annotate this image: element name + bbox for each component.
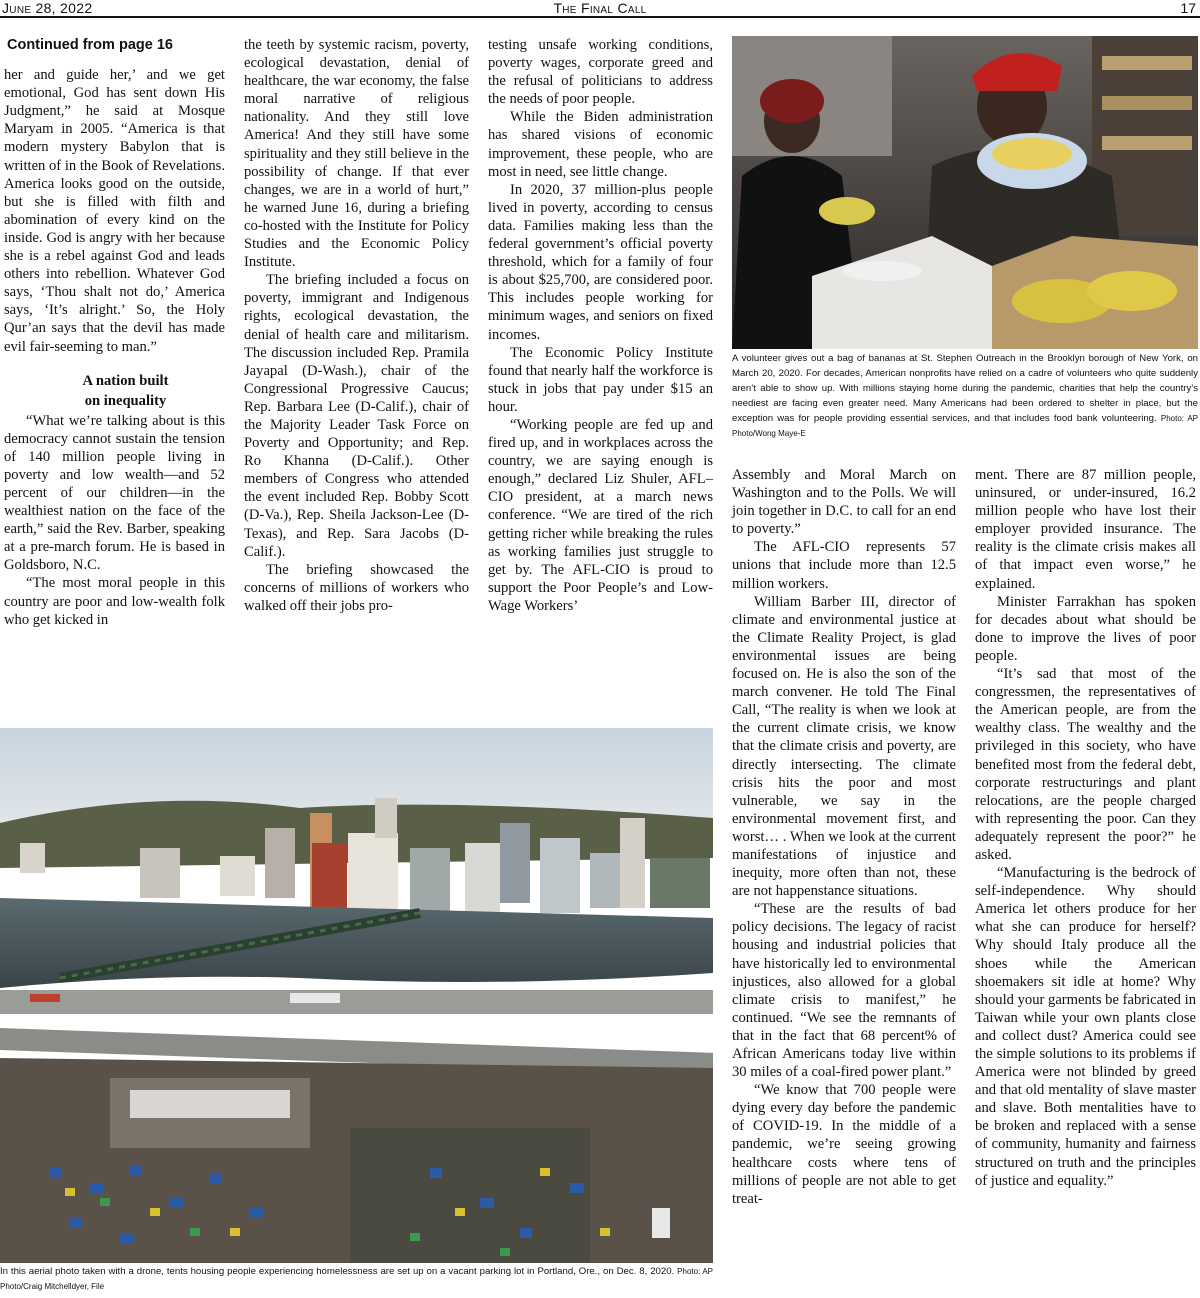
paragraph: “These are the results of bad policy decisions. The legacy of racist housing and industrial policies that have historically led to environmental injustices, also allowed for a global climate crisis to manifest,” he continued. “We see the remnants of that in the fact that 68 percent% of African Americans today live within 30 miles of a coal-fired power plant.” [732, 901, 956, 1081]
article-column-1 [4, 36, 225, 629]
issue-date: June 28, 2022 [2, 0, 93, 16]
continued-from-label[interactable]: Continued from page 16 [7, 37, 173, 53]
paragraph: In 2020, 37 million-plus people lived in poverty, according to census data. Families making less than the federal government’s official poverty threshold, which for a family of four is about $25,700, are considered poor. This includes people working for minimum wages, and seniors on fixed incomes. [488, 181, 713, 343]
paragraph: Minister Farrakhan has spoken for decades about what should be done to improve the lives of poor people. [975, 593, 1196, 664]
newspaper-name: The Final Call [553, 0, 647, 16]
paragraph: the teeth by systemic racism, poverty, ecological devastation, denial of healthcare, the war economy, the false moral narrative of religious nationality. And they still love America! And they still have some spirituality and they still believe in the possibility of change. If that ever changes, we are in a world of hurt,” he warned June 16, during a briefing co-hosted with the Institute for Policy Studies and the Economic Policy Institute. [244, 37, 469, 271]
volunteer-photo-image [732, 36, 1198, 349]
paragraph: “What we’re talking about is this democracy cannot sustain the tension of 140 million people living in poverty and low wealth—and 52 percent of our children—in the wealthiest nation on the face of the earth,” said the Rev. Barber, speaking at a pre-march forum. He is based in Goldsboro, N.C. [4, 412, 225, 574]
paragraph: her and guide her,’ and we get emotional, God has sent down His Judgment,” he said at Mosque Maryam in 2005. “America is that modern mystery Babylon that is written of in the Book of Revelations. America looks good on the outside, but she is filled with filth and abomination of every kind on the inside. God is angry with her because she is a rebel against God and leads others into rebellion. Whatever God says, ‘Thou shalt not do,’ America says, ‘It’s alright.’ So, the Holy Qur’an says that the devil has made evil fair-seeming to man.” [4, 67, 225, 355]
subhead-line-1: A nation built [82, 372, 169, 389]
bottom-photo-caption [0, 1264, 713, 1294]
paragraph: The AFL-CIO represents 57 unions that include more than 12.5 million workers. [732, 539, 956, 592]
article-column-5 [975, 466, 1196, 1190]
volunteer-bananas-photo [732, 36, 1198, 349]
paragraph: “The most moral people in this country are poor and low-wealth folk who get kicked in [4, 575, 225, 628]
article-column-2 [244, 36, 469, 615]
article-column-4 [732, 466, 956, 1208]
paragraph: “We know that 700 people were dying every day before the pandemic of COVID-19. In the middle of a pandemic, we’re seeing growing healthcare costs where tens of millions of people are not able to get treat- [732, 1082, 956, 1207]
paragraph: “It’s sad that most of the congressmen, the representatives of the American people, are from the wealthy class. The wealthy and the privileged in this society, who have benefited most from the federal debt, corporate restructurings and plant relocations, are the people charged with representing the poor. Can they adequately represent the poor?” he asked. [975, 666, 1196, 863]
bottom-photo-caption-text: In this aerial photo taken with a drone, tents housing people experiencing homelessness are set up on a vacant parking lot in Portland, Ore., on Dec. 8, 2020. [0, 1266, 675, 1277]
paragraph: William Barber III, director of climate and environmental justice at the Climate Reality Project, is glad environmental issues are being focused on. He is also the son of the march convener. He told The Final Call, “The reality is when we look at the current climate crisis, we know that the climate crisis and poverty, are directly intersecting. The climate crisis hits the poor and most vulnerable, we say in the environmental movement first, and worst… . When we look at the current manifestations of injustice and inequity, more often than not, these are not happenstance situations. [732, 593, 956, 900]
article-column-3 [488, 36, 713, 615]
top-photo-caption [732, 351, 1198, 441]
page-number: 17 [1180, 0, 1196, 16]
paragraph: ment. There are 87 million people, uninsured, or under-insured, 16.2 million people who have lost their employer provided insurance. The reality is the climate crisis makes all of that impact even worse,” he explained. [975, 467, 1196, 592]
paragraph: Assembly and Moral March on Washington and to the Polls. We will join together in D.C. to call for an end to poverty.” [732, 467, 956, 538]
paragraph: The briefing included a focus on poverty, immigrant and Indigenous rights, ecological devastation, the denial of health care and militarism. The discussion included Rep. Pramila Jayapal (D-Wash.), chair of the Congressional Progressive Caucus; Rep. Barbara Lee (D-Calif.), chair of the Majority Leader Task Force on Poverty and Opportunity; and Rep. Ro Khanna (D-Calif.). Other members of Congress who attended the event included Rep. Bobby Scott (D-Va.), Rep. Sheila Jackson-Lee (D-Texas), and Rep. Sara Jacobs (D-Calif.). [244, 272, 469, 560]
subhead-line-2: on inequality [84, 392, 167, 409]
paragraph: The briefing showcased the concerns of millions of workers who walked off their jobs pro- [244, 561, 469, 614]
aerial-photo-image [0, 728, 713, 1263]
bottom-photo-credit: Photo: AP Photo/Craig Mitchelldyer, File [0, 1267, 713, 1291]
paragraph: While the Biden administration has shared visions of economic improvement, these people, who are most in need, see little change. [488, 109, 713, 180]
paragraph: The Economic Policy Institute found that nearly half the workforce is stuck in jobs that pay under $15 an hour. [488, 344, 713, 415]
page-header [0, 0, 1200, 18]
top-photo-caption-text: A volunteer gives out a bag of bananas at St. Stephen Outreach in the Brooklyn borough of New York, on March 20, 2020. For decades, American nonprofits have relied on a cadre of volunteers who quite suddenly aren’t able to show up. With millions staying home during the pandemic, charities that help the country’s neediest are facing even greater need. Many Americans had been ordered to shelter in place, but the exception was for people providing essential services, and that includes food bank volunteering. [732, 353, 1198, 424]
paragraph: “Manufacturing is the bedrock of self-independence. Why should America let others produce for her what she can produce for herself? Why should Italy produce all the shoes while the American shoemakers sit idle at home? Why should your garments be fabricated in Taiwan while your own plants close and collect dust? America could see the simple solutions to its problems if America were not blinded by greed and that old mentality of slave master and slave. Both mentalities have to be broken and replaced with a sense of community, humanity and fairness structured on truth and the principles of justice and equality.” [975, 865, 1196, 1189]
paragraph: “Working people are fed up and fired up, and in workplaces across the country, we are saying enough is enough,” declared Liz Shuler, AFL–CIO president, at a march news conference. “We are tired of the rich getting richer while breaking the rules as working families just struggle to get by. The AFL-CIO is proud to support the Poor People’s and Low-Wage Workers’ [488, 416, 713, 614]
top-photo-credit: Photo: AP Photo/Wong Maye-E [732, 414, 1198, 438]
portland-aerial-photo [0, 728, 713, 1263]
paragraph: testing unsafe working conditions, poverty wages, corporate greed and the refusal of politicians to address the needs of poor people. [488, 37, 713, 108]
